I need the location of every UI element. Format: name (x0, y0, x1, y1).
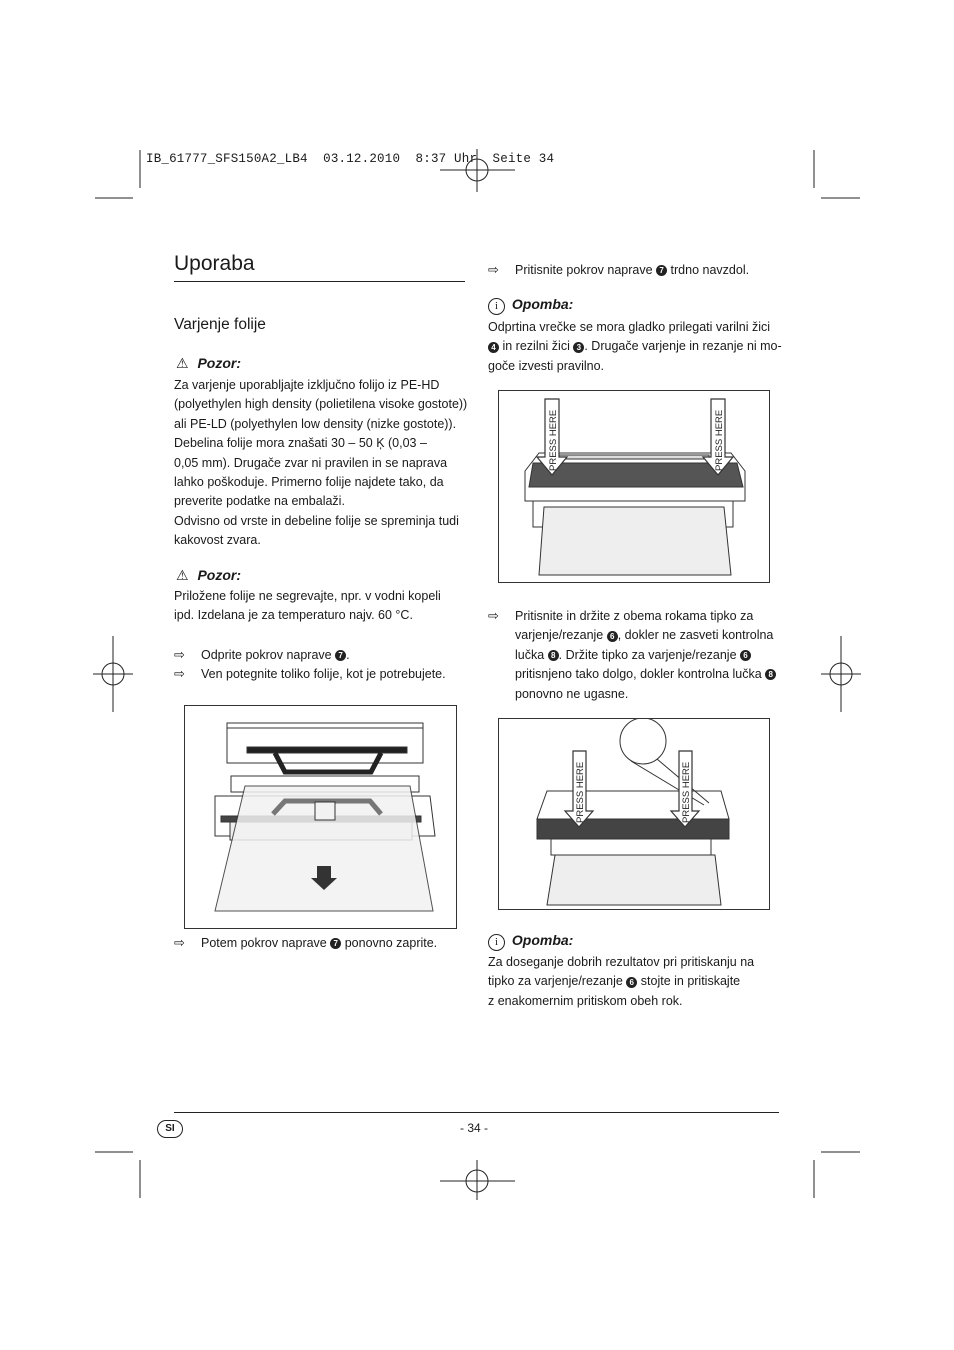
step-press-lid: ⇨ Pritisnite pokrov naprave 7 trdno navzdol. (488, 260, 749, 280)
text-line: lučka 8 . Držite tipko za varjenje/rezanje 6 (488, 646, 783, 665)
warning-text-2 (174, 587, 469, 626)
part-number-badge: 6 (607, 631, 618, 642)
step-close-lid: ⇨ Potem pokrov naprave 7 ponovno zaprite. (174, 933, 437, 953)
text-line: preverite podatke na embalaži. (174, 494, 345, 509)
device-open-drawing (185, 706, 456, 928)
note-block-1 (488, 296, 573, 315)
text-line: Za doseganje dobrih rezultatov pri pritiskanju na (488, 955, 755, 969)
warning-block-1 (176, 355, 241, 372)
part-number-badge: 6 (740, 650, 751, 661)
device-press-drawing (499, 391, 769, 582)
warning-block-2 (176, 567, 241, 584)
part-number-badge: 3 (573, 342, 584, 353)
part-number-badge: 7 (330, 938, 341, 949)
text-line: 4 in rezilni žici 3 . Drugače varjenje in rezanje ni mo- (488, 337, 783, 356)
arrow-right-icon: ⇨ (488, 262, 499, 277)
text-line: tipko za varjenje/rezanje 6 stojte in pritiskajte (488, 974, 741, 989)
note-text-2 (488, 953, 783, 1011)
text-line: lahko poškoduje. Primerno folije najdete tako, da (174, 475, 444, 490)
text-line: ipd. Izdelana je za temperaturo najv. 60 °C. (174, 608, 413, 623)
warning-triangle-icon: ⚠ (176, 567, 189, 583)
text-line: goče izvesti pravilno. (488, 358, 605, 373)
note-text-1 (488, 318, 783, 376)
note-block-2 (488, 932, 573, 951)
text-line: Debelina folije mora znašati 30 – 50 Ķ (0,03 – (174, 436, 427, 451)
illustration-open-device (184, 705, 457, 929)
info-icon: i (488, 298, 505, 315)
part-number-badge: 7 (335, 650, 346, 661)
illustration-press-lid (498, 390, 770, 583)
press-here-label: PRESS HERE (575, 761, 586, 823)
step-pull-foil: ⇨ Ven potegnite toliko folije, kot je potrebujete. (174, 664, 446, 684)
title-rule (174, 281, 465, 282)
text-line: ali PE-LD (polyethylen low density (nizke gostote)). (174, 416, 457, 431)
footer-rule (174, 1112, 779, 1113)
step-press-button (488, 606, 783, 704)
note-heading: i Opomba: (488, 932, 573, 951)
part-number-badge: 8 (548, 650, 559, 661)
text-line: z enakomernim pritiskom obeh rok. (488, 993, 683, 1008)
part-number-badge: 6 (626, 977, 637, 988)
device-seal-drawing (499, 719, 769, 909)
warning-text-1 (174, 376, 469, 551)
text-line: ⇨ Pritisnite in držite z obema rokama tipko za (488, 606, 783, 626)
press-here-label: PRESS HERE (548, 409, 559, 471)
warning-triangle-icon: ⚠ (176, 355, 189, 371)
text-line: pritisnjeno tako dolgo, dokler kontrolna lučka 8 (488, 665, 783, 684)
note-heading: i Opomba: (488, 296, 573, 315)
text-line: Priložene folije ne segrevajte, npr. v vodni kopeli (174, 589, 441, 603)
text-line: Odprtina vrečke se mora gladko prilegati varilni žici (488, 320, 771, 334)
part-number-badge: 4 (488, 342, 499, 353)
warning-heading: ⚠ Pozor: (176, 567, 242, 583)
arrow-right-icon: ⇨ (174, 666, 185, 681)
text-line: varjenje/rezanje 6 , dokler ne zasveti kontrolna (515, 628, 774, 643)
page-title: Uporaba (174, 252, 255, 275)
part-number-badge: 8 (765, 669, 776, 680)
illustration-press-buttons (498, 718, 770, 910)
part-number-badge: 7 (656, 265, 667, 276)
press-here-label: PRESS HERE (714, 409, 725, 471)
language-badge: SI (157, 1120, 183, 1138)
text-line: (polyethylen high density (polietilena visoke gostote)) (174, 397, 468, 412)
section-heading: Varjenje folije (174, 316, 266, 333)
text-line: 0,05 mm). Drugače zvar ni pravilen in se naprava (174, 455, 448, 470)
warning-heading: ⚠ Pozor: (176, 355, 242, 371)
arrow-right-icon: ⇨ (174, 647, 185, 662)
print-slug: IB_61777_SFS150A2_LB4 03.12.2010 8:37 Uhr Seite 34 (146, 152, 555, 166)
text-line: Za varjenje uporabljajte izključno folijo iz PE-HD (174, 378, 440, 392)
arrow-right-icon: ⇨ (488, 608, 499, 623)
text-line: Odvisno od vrste in debeline folije se spreminja tudi (174, 513, 459, 528)
press-here-label: PRESS HERE (681, 761, 692, 823)
text-line: kakovost zvara. (174, 533, 261, 548)
page-number: - 34 - (460, 1121, 489, 1135)
arrow-right-icon: ⇨ (174, 935, 185, 950)
info-icon: i (488, 934, 505, 951)
text-line: ponovno ne ugasne. (515, 686, 629, 701)
step-open-lid: ⇨ Odprite pokrov naprave 7 . (174, 645, 350, 665)
